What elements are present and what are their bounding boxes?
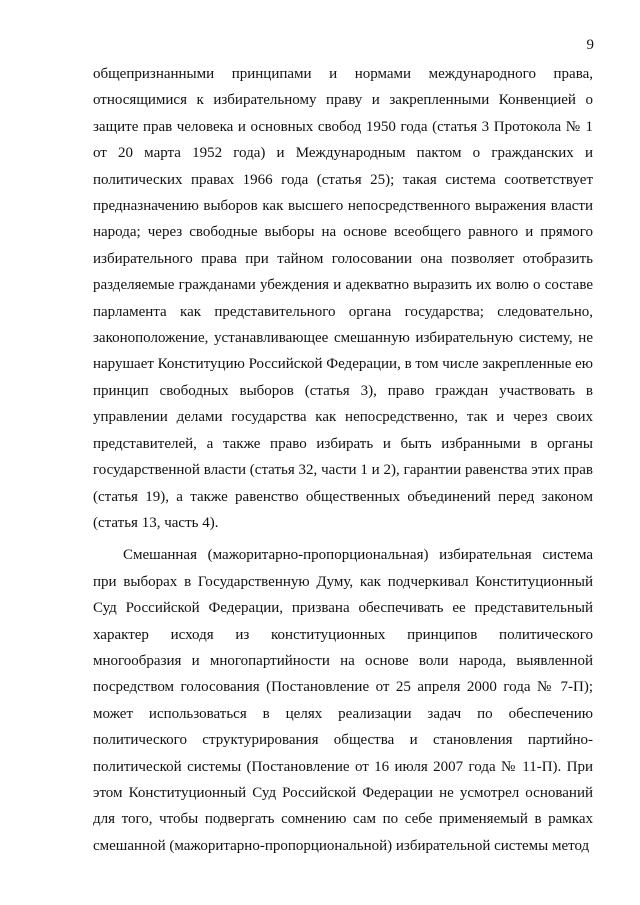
paragraph: Смешанная (мажоритарно-пропорциональная) избирательная система при выборах в Государственную Думу, как подчеркивал Конституционный Суд Российской Федерации, призвана обеспечивать ее представительный характер исходя из конституционных принципов политического многообразия и многопартийности на основе воли народа, выявленной посредством голосования (Постановление от 25 апреля 2000 года № 7-П); может использоваться в целях реализации задач по обеспечению политического структурирования общества и становления партийно-политической системы (Постановление от 16 июля 2007 года № 11-П). При этом Конституционный Суд Российской Федерации не усмотрел оснований для того, чтобы подвергать сомнению сам по себе применяемый в рамках смешанной (мажоритарно-пропорциональной) избирательной системы метод (93, 547, 593, 854)
page-number: 9 (586, 37, 594, 53)
paragraph: общепризнанными принципами и нормами международного права, относящимися к избирательному праву и закрепленными Конвенцией о защите прав человека и основных свобод 1950 года (статья 3 Протокола № 1 от 20 марта 1952 года) и Международным пактом о гражданских и политических правах 1966 года (статья 25); такая система соответствует предназначению выборов как высшего непосредственного выражения власти народа; через свободные выборы на основе всеобщего равного и прямого избирательного права при тайном голосовании она позволяет отобразить разделяемые гражданами убеждения и адекватно выразить их волю о составе парламента как представительного органа государства; следовательно, законоположение, устанавливающее смешанную избирательную систему, не нарушает Конституцию Российской Федерации, в том числе закрепленные ею принцип свободных выборов (статья 3), право граждан участвовать в управлении делами государства как непосредственно, так и через своих представителей, а также право избирать и быть избранными в органы государственной власти (статья 32, части 1 и 2), гарантии равенства этих прав (статья 19), а также равенство общественных объединений перед законом (статья 13, часть 4). (93, 66, 593, 531)
document-body (93, 61, 593, 859)
